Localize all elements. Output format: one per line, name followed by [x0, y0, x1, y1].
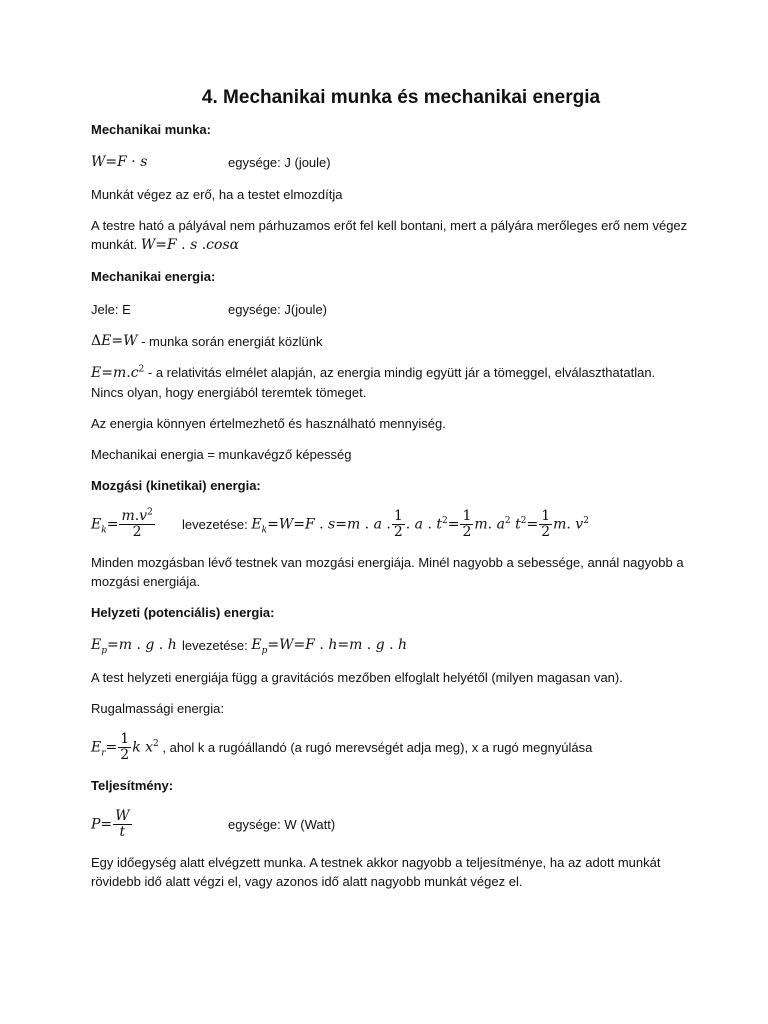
relativity-paragraph — [91, 363, 691, 402]
energy-change-text: - munka során energiát közlünk — [141, 334, 323, 349]
work-formula: W=F · s — [91, 153, 148, 170]
elastic-text: , ahol k a rugóállandó (a rugó merevségét adja meg), x a rugó megnyúlása — [162, 739, 593, 755]
work-heading: Mechanikai munka: — [91, 122, 211, 137]
kinetic-derivation-label: levezetése: — [182, 516, 248, 532]
mass-energy-formula: $E=m.c^2$ — [91, 364, 145, 381]
power-text: Egy időegység alatt elvégzett munka. A testnek akkor nagyobb a teljesítménye, ha az adott munkát rövidebb idő alatt végzi el, vagy azonos idő alatt nagyobb munkát végez el. — [91, 855, 661, 889]
potential-derivation-label: levezetése: — [182, 637, 248, 653]
elastic-heading: Rugalmassági energia: — [91, 701, 224, 716]
kinetic-text: Minden mozgásban lévő testnek van mozgási energiája. Minél nagyobb a sebessége, annál nagyobb a mozgási energiája. — [91, 555, 684, 589]
document-body — [91, 86, 691, 903]
potential-formula-row — [91, 634, 691, 656]
work-decomposition-text: A testre ható a pályával nem párhuzamos erőt fel kell bontani, mert a pályára merőleges erő nem végez munkát. — [91, 218, 688, 252]
page-title: 4. Mechanikai munka és mechanikai energia — [201, 87, 601, 108]
kinetic-formula-row — [91, 507, 691, 541]
power-formula: P= $\frac{W}{t}$ — [91, 807, 130, 840]
energy-capacity: Mechanikai energia = munkavégző képesség — [91, 447, 352, 462]
kinetic-heading: Mozgási (kinetikai) energia: — [91, 478, 261, 493]
potential-derivation-formula: $E_p=W=F$ . h=m . g . h — [251, 636, 408, 656]
potential-text: A test helyzeti energiája függ a gravitációs mezőben elfoglalt helyétől (milyen magasan van). — [91, 670, 623, 685]
energy-symbol-row — [91, 298, 691, 320]
power-heading: Teljesítmény: — [91, 778, 174, 793]
work-definition: Munkát végez az erő, ha a testet elmozdítja — [91, 187, 343, 202]
relativity-text: - a relativitás elmélet alapján, az energia mindig együtt jár a tömeggel, elválaszthatatlan. Nincs olyan, hogy energiából teremtek tömeget. — [91, 365, 656, 400]
energy-heading: Mechanikai energia: — [91, 269, 216, 284]
elastic-formula: $E_r=$ $\frac{1}{2}$ k $x^2$ — [91, 730, 159, 763]
work-formula-row — [91, 151, 691, 173]
energy-symbol: Jele: E — [91, 301, 131, 317]
potential-heading: Helyzeti (potenciális) energia: — [91, 605, 275, 620]
energy-change-row — [91, 332, 691, 351]
energy-change-formula: ΔE=W — [91, 333, 138, 349]
work-unit: egysége: J (joule) — [228, 154, 331, 170]
elastic-formula-row — [91, 730, 691, 764]
power-formula-row — [91, 807, 691, 841]
work-cos-formula: W=F . s .cosα — [140, 237, 240, 253]
power-unit: egysége: W (Watt) — [228, 816, 336, 832]
work-decomposition — [91, 216, 691, 255]
energy-easy: Az energia könnyen értelmezhető és használható mennyiség. — [91, 416, 446, 431]
kinetic-derivation-formula: $E_k=W=F$ . s=m . a . $\frac{1}{2}$ . a . $t^2=$ $\frac{1}{2}$ m. $a^2$ $t^2=$ $\frac{1}{2}$ m. $v^2$ — [251, 507, 589, 540]
kinetic-derivation — [182, 509, 589, 540]
energy-unit: egysége: J(joule) — [228, 301, 327, 317]
kinetic-formula: $E_k=$ $\frac{m.v^2}{2}$ — [91, 506, 153, 540]
potential-formula: $E_p=m$ . g . h — [91, 636, 177, 656]
potential-derivation — [182, 636, 407, 655]
